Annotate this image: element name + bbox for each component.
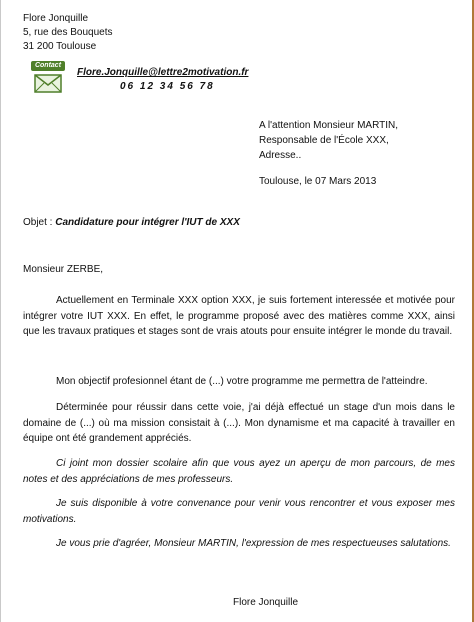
signature: Flore Jonquille (233, 597, 299, 608)
paragraph-6: Je vous prie d'agréer, Monsieur MARTIN, l'expression de mes respectueuses salutations. (56, 538, 451, 549)
subject-label: Objet : (23, 217, 56, 228)
subject-text: Candidature pour intégrer l'IUT de XXX (55, 217, 240, 228)
sender-name: Flore Jonquille (23, 13, 89, 24)
paragraph-1: Actuellement en Terminale XXX option XXX, je suis fortement interessée et motivée pour intégrer votre IUT XXX. En effet, le programme proposé avec des matières comme XXX, ainsi que les travaux pratiques et stages sont de vrais atouts pour ensuite intégrer le monde du travail. (23, 295, 455, 338)
recipient-line-3: Adresse.. (259, 150, 302, 161)
salutation: Monsieur ZERBE, (23, 264, 104, 275)
recipient-line-2: Responsable de l'École XXX, (259, 135, 389, 146)
contact-badge-icon (31, 61, 65, 93)
envelope-icon (33, 73, 67, 97)
sender-email-link[interactable]: Flore.Jonquille@lettre2motivation.fr (77, 67, 249, 78)
sender-phone: 06 12 34 56 78 (120, 81, 215, 92)
paragraph-2: Mon objectif profesionnel étant de (...) votre programme me permettra de l'atteindre. (56, 376, 428, 387)
subject-line (23, 217, 240, 229)
sender-city: 31 200 Toulouse (23, 41, 97, 52)
letter-date: Toulouse, le 07 Mars 2013 (259, 176, 377, 187)
paragraph-3: Déterminée pour réussir dans cette voie, j'ai déjà effectué un stage d'un mois dans le domaine de (...) où ma mission consistait à (...). Mon dynamisme et ma capacité à travailler en équipe ont été grandement appréciés. (23, 402, 455, 445)
contact-badge-label: Contact (31, 61, 65, 71)
recipient-line-1: A l'attention Monsieur MARTIN, (259, 120, 399, 131)
sender-street: 5, rue des Bouquets (23, 27, 113, 38)
paragraph-4: Ci joint mon dossier scolaire afin que vous ayez un aperçu de mon parcours, de mes notes et des appréciations de mes professeurs. (23, 458, 455, 485)
paragraph-5: Je suis disponible à votre convenance pour venir vous rencontrer et vous exposer mes motivations. (23, 498, 455, 525)
